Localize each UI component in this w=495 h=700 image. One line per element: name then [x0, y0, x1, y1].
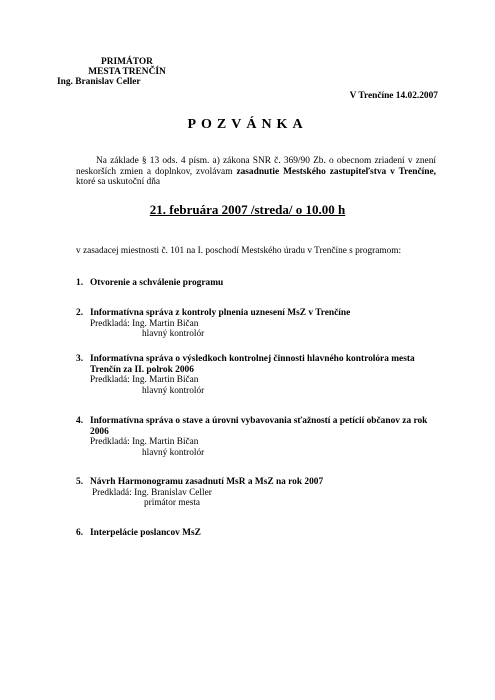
agenda-title: Informatívna správa z kontroly plnenia uznesení MsZ v Trenčíne	[90, 308, 351, 318]
intro-bold: zasadnutie Mestského zastupiteľstva v Trenčíne,	[236, 166, 436, 177]
agenda-presenter-role: hlavný kontrolór	[142, 329, 205, 340]
sender-title: PRIMÁTOR	[101, 57, 153, 67]
venue-text: v zasadacej miestnosti č. 101 na I. poschodí Mestského úradu v Trenčíne s programom:	[76, 246, 402, 256]
agenda-presenter: Predkladá: Ing. Martin Bičan	[90, 437, 199, 448]
agenda-presenter: Predkladá: Ing. Martin Bičan	[90, 318, 199, 329]
agenda-item-6	[76, 528, 446, 539]
agenda-number: 6.	[76, 528, 84, 538]
sender-block	[57, 57, 197, 87]
agenda-item-2	[76, 308, 446, 340]
intro-text-2: ktoré sa uskutoční dňa	[76, 177, 161, 188]
document-title: POZVÁNKA	[187, 117, 308, 132]
agenda-presenter: Predkladá: Ing. Branislav Celler	[92, 487, 212, 498]
agenda-title: Otvorenie a schválenie programu	[90, 278, 224, 288]
agenda-presenter-role: primátor mesta	[144, 498, 201, 509]
agenda-item-5	[76, 477, 446, 509]
sender-city: MESTA TRENČÍN	[88, 67, 166, 77]
agenda-number: 4.	[76, 416, 84, 426]
agenda-item-1	[76, 278, 446, 289]
agenda-item-3	[76, 354, 446, 396]
agenda-title: Interpelácie poslancov MsZ	[90, 528, 201, 538]
agenda-number: 5.	[76, 477, 84, 487]
agenda-title: Informatívna správa o výsledkoch kontrolnej činnosti hlavného kontrolóra mesta Trenčín za II. polrok 2006	[90, 354, 415, 375]
meeting-datetime-text: 21. februára 2007 /streda/ o 10.00 h	[149, 202, 346, 217]
agenda-number: 1.	[76, 278, 84, 288]
intro-paragraph	[76, 156, 436, 188]
agenda-number: 2.	[76, 308, 84, 318]
agenda-title: Návrh Harmonogramu zasadnutí MsR a MsZ na rok 2007	[90, 477, 324, 487]
agenda-number: 3.	[76, 354, 84, 364]
agenda-item-4	[76, 416, 446, 458]
agenda-presenter: Predkladá: Ing. Martin Bičan	[90, 375, 199, 386]
agenda-presenter-role: hlavný kontrolór	[142, 385, 205, 396]
sender-name: Ing. Branislav Celler	[57, 77, 141, 87]
meeting-datetime	[0, 202, 495, 217]
agenda-title: Informatívna správa o stave a úrovni vybavovania sťažností a petícií občanov za rok 2006	[90, 416, 428, 437]
place-date: V Trenčíne 14.02.2007	[349, 91, 438, 101]
intro-text-1: Na základe § 13 ods. 4 písm. a) zákona SNR č. 369/90 Zb. o obecnom zriadení v znení neskorších zmien a doplnkov, zvolávam	[76, 156, 436, 177]
agenda-presenter-role: hlavný kontrolór	[142, 447, 205, 458]
